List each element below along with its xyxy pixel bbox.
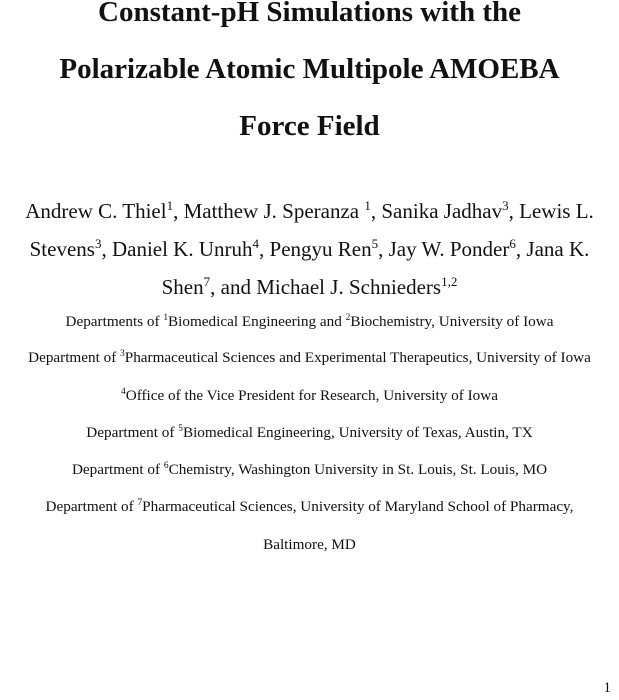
author-name: , Jana K.: [515, 237, 590, 261]
affiliation-text: Departments of: [65, 313, 164, 330]
author-superscript: 4: [252, 236, 260, 251]
author-superscript: 5: [371, 236, 379, 251]
author-name: , Pengyu Ren: [259, 237, 372, 261]
affiliation-4: [0, 425, 619, 440]
author-line-3: [0, 274, 619, 299]
author-superscript: 6: [509, 236, 516, 251]
affiliation-superscript: 5: [178, 423, 183, 434]
author-name: , Matthew J. Speranza: [173, 199, 365, 223]
affiliation-6: [0, 499, 619, 514]
affiliation-superscript: 1: [163, 312, 169, 323]
author-name: , and Michael J. Schnieders: [210, 275, 442, 299]
affiliation-text: Chemistry, Washington University in St. Louis, St. Louis, MO: [168, 461, 548, 478]
author-superscript: 7: [203, 274, 211, 289]
affiliation-3: [0, 388, 619, 403]
author-name: , Sanika Jadhav: [370, 199, 503, 223]
author-line-1: [0, 198, 619, 223]
author-name: , Jay W. Ponder: [378, 237, 510, 261]
author-name: Andrew C. Thiel: [25, 199, 167, 223]
affiliation-6-continued: Baltimore, MD: [263, 536, 356, 553]
affiliation-superscript: 6: [163, 460, 169, 471]
paper-title-line-2: Polarizable Atomic Multipole AMOEBA: [59, 53, 560, 85]
affiliation-superscript: 2: [345, 312, 351, 323]
affiliation-5: [0, 462, 619, 477]
author-name: , Lewis L.: [508, 199, 594, 223]
author-name: Shen: [161, 275, 204, 299]
author-name: , Daniel K. Unruh: [101, 237, 253, 261]
affiliation-superscript: 7: [137, 497, 143, 508]
affiliation-text: Office of the Vice President for Research, University of Iowa: [125, 387, 498, 404]
paper-title-line-3: Force Field: [239, 110, 380, 142]
affiliation-text: Biomedical Engineering, University of Texas, Austin, TX: [182, 424, 533, 441]
affiliation-text: Department of: [86, 424, 179, 441]
author-line-2: [0, 236, 619, 261]
affiliation-text: Biomedical Engineering and: [168, 313, 346, 330]
affiliation-2: [0, 350, 619, 365]
author-name: Stevens: [29, 237, 95, 261]
affiliation-text: Pharmaceutical Sciences and Experimental Therapeutics, University of Iowa: [124, 349, 591, 366]
affiliation-text: Department of: [71, 461, 164, 478]
author-superscript: 1: [364, 198, 371, 213]
author-superscript: 1,2: [441, 274, 458, 289]
affiliation-text: Department of: [28, 349, 121, 366]
author-superscript: 3: [502, 198, 509, 213]
paper-title-line-1: Constant-pH Simulations with the: [98, 0, 521, 28]
page-number: 1: [603, 680, 611, 696]
affiliation-text: Department of: [45, 498, 138, 515]
affiliation-text: Pharmaceutical Sciences, University of Maryland School of Pharmacy,: [142, 498, 574, 515]
author-superscript: 1: [166, 198, 174, 213]
affiliation-1: [0, 314, 619, 329]
affiliation-superscript: 4: [121, 386, 126, 397]
affiliation-superscript: 3: [120, 348, 125, 359]
affiliation-text: Biochemistry, University of Iowa: [350, 313, 554, 330]
author-superscript: 3: [94, 236, 102, 251]
